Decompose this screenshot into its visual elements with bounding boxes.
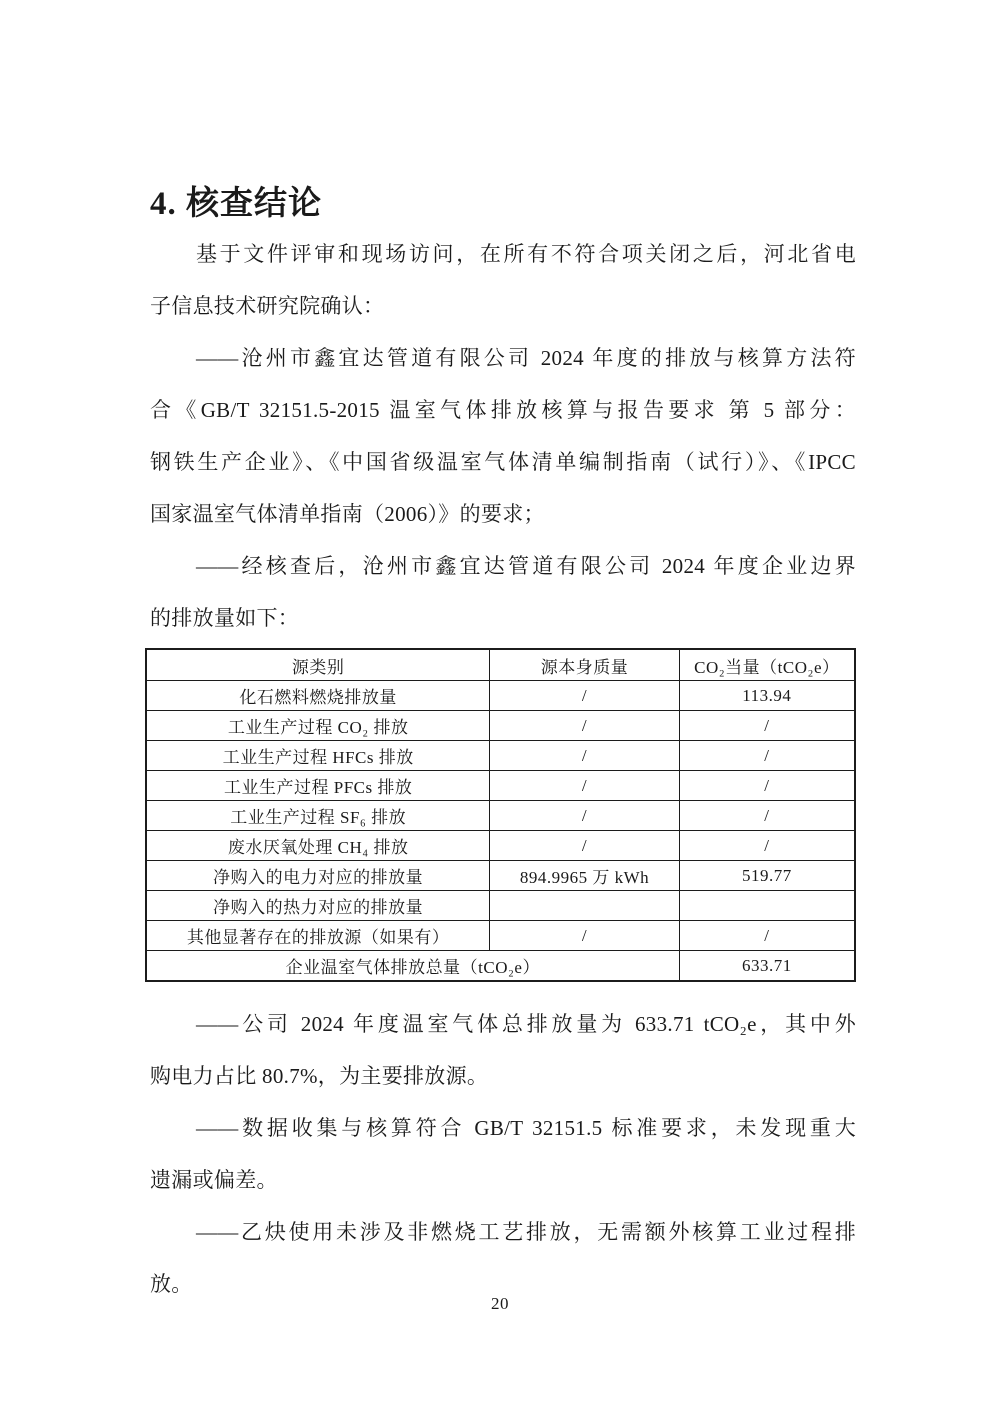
text-line: 的排放量如下： xyxy=(150,606,300,630)
text-line: 放。 xyxy=(150,1272,193,1296)
paragraph xyxy=(150,228,856,332)
section-title: 4. 核查结论 xyxy=(150,186,322,222)
intro-paragraphs xyxy=(150,228,856,644)
table-row xyxy=(146,891,855,921)
page-number: 20 xyxy=(491,1294,509,1313)
table-cell xyxy=(679,891,855,921)
table-header-cell: 源类别 xyxy=(146,649,490,681)
text-line: 钢铁生产企业》、《中国省级温室气体清单编制指南（试行）》、《IPCC xyxy=(150,450,856,474)
text-line: 合《GB/T 32151.5-2015 温室气体排放核算与报告要求 第 5 部分： xyxy=(150,398,856,422)
table-cell: 894.9965 万 kWh xyxy=(490,861,679,891)
table-cell: / xyxy=(679,741,855,771)
table-cell: / xyxy=(490,741,679,771)
conclusion-paragraphs xyxy=(150,998,856,1310)
document-content xyxy=(150,0,856,1310)
table-cell: 净购入的热力对应的排放量 xyxy=(146,891,490,921)
emissions-table xyxy=(145,648,856,982)
text-line: 购电力占比 80.7%，为主要排放源。 xyxy=(150,1064,489,1088)
text-line: ——经核查后，沧州市鑫宜达管道有限公司 2024 年度企业边界 xyxy=(196,554,856,578)
table-cell: 工业生产过程 PFCs 排放 xyxy=(146,771,490,801)
table-cell: / xyxy=(679,801,855,831)
table-cell: 519.77 xyxy=(679,861,855,891)
table-cell: / xyxy=(679,831,855,861)
table-row xyxy=(146,711,855,741)
text-line: ——沧州市鑫宜达管道有限公司 2024 年度的排放与核算方法符 xyxy=(196,346,856,370)
table-header-cell: 源本身质量 xyxy=(490,649,679,681)
table-cell: 工业生产过程 HFCs 排放 xyxy=(146,741,490,771)
table-cell: / xyxy=(490,831,679,861)
text-line: ——数据收集与核算符合 GB/T 32151.5 标准要求，未发现重大 xyxy=(196,1116,856,1140)
table-row xyxy=(146,921,855,951)
table-cell: / xyxy=(679,711,855,741)
table-cell: 其他显著存在的排放源（如果有） xyxy=(146,921,490,951)
table-cell: 净购入的电力对应的排放量 xyxy=(146,861,490,891)
table-cell: / xyxy=(490,801,679,831)
paragraph xyxy=(150,540,856,644)
table-row xyxy=(146,861,855,891)
table-cell: 工业生产过程 CO₂ 排放 xyxy=(146,711,490,741)
table-header-row xyxy=(146,649,855,681)
text-line: 遗漏或偏差。 xyxy=(150,1168,278,1192)
table-row xyxy=(146,801,855,831)
table-row xyxy=(146,831,855,861)
text-line: ——乙炔使用未涉及非燃烧工艺排放，无需额外核算工业过程排 xyxy=(196,1220,856,1244)
table-cell: / xyxy=(490,681,679,711)
table-cell: / xyxy=(490,711,679,741)
table-row xyxy=(146,681,855,711)
text-line: 基于文件评审和现场访问，在所有不符合项关闭之后，河北省电 xyxy=(196,242,856,266)
paragraph xyxy=(150,332,856,540)
paragraph xyxy=(150,1102,856,1206)
paragraph xyxy=(150,998,856,1102)
table-cell: / xyxy=(679,771,855,801)
table-row xyxy=(146,771,855,801)
table-total-row xyxy=(146,951,855,982)
table-row xyxy=(146,741,855,771)
text-line: 国家温室气体清单指南（2006）》的要求； xyxy=(150,502,545,526)
table-cell: / xyxy=(490,771,679,801)
table-total-value: 633.71 xyxy=(679,951,855,982)
text-line: ——公司 2024 年度温室气体总排放量为 633.71 tCO₂e，其中外 xyxy=(196,1012,856,1036)
table-total-label: 企业温室气体排放总量（tCO₂e） xyxy=(146,951,679,982)
table-cell: 工业生产过程 SF₆ 排放 xyxy=(146,801,490,831)
table-cell: 113.94 xyxy=(679,681,855,711)
table-cell: 化石燃料燃烧排放量 xyxy=(146,681,490,711)
table-cell: / xyxy=(679,921,855,951)
table-header-cell: CO₂当量（tCO₂e） xyxy=(679,649,855,681)
table-cell xyxy=(490,891,679,921)
table-cell: 废水厌氧处理 CH₄ 排放 xyxy=(146,831,490,861)
table-cell: / xyxy=(490,921,679,951)
text-line: 子信息技术研究院确认： xyxy=(150,294,385,318)
